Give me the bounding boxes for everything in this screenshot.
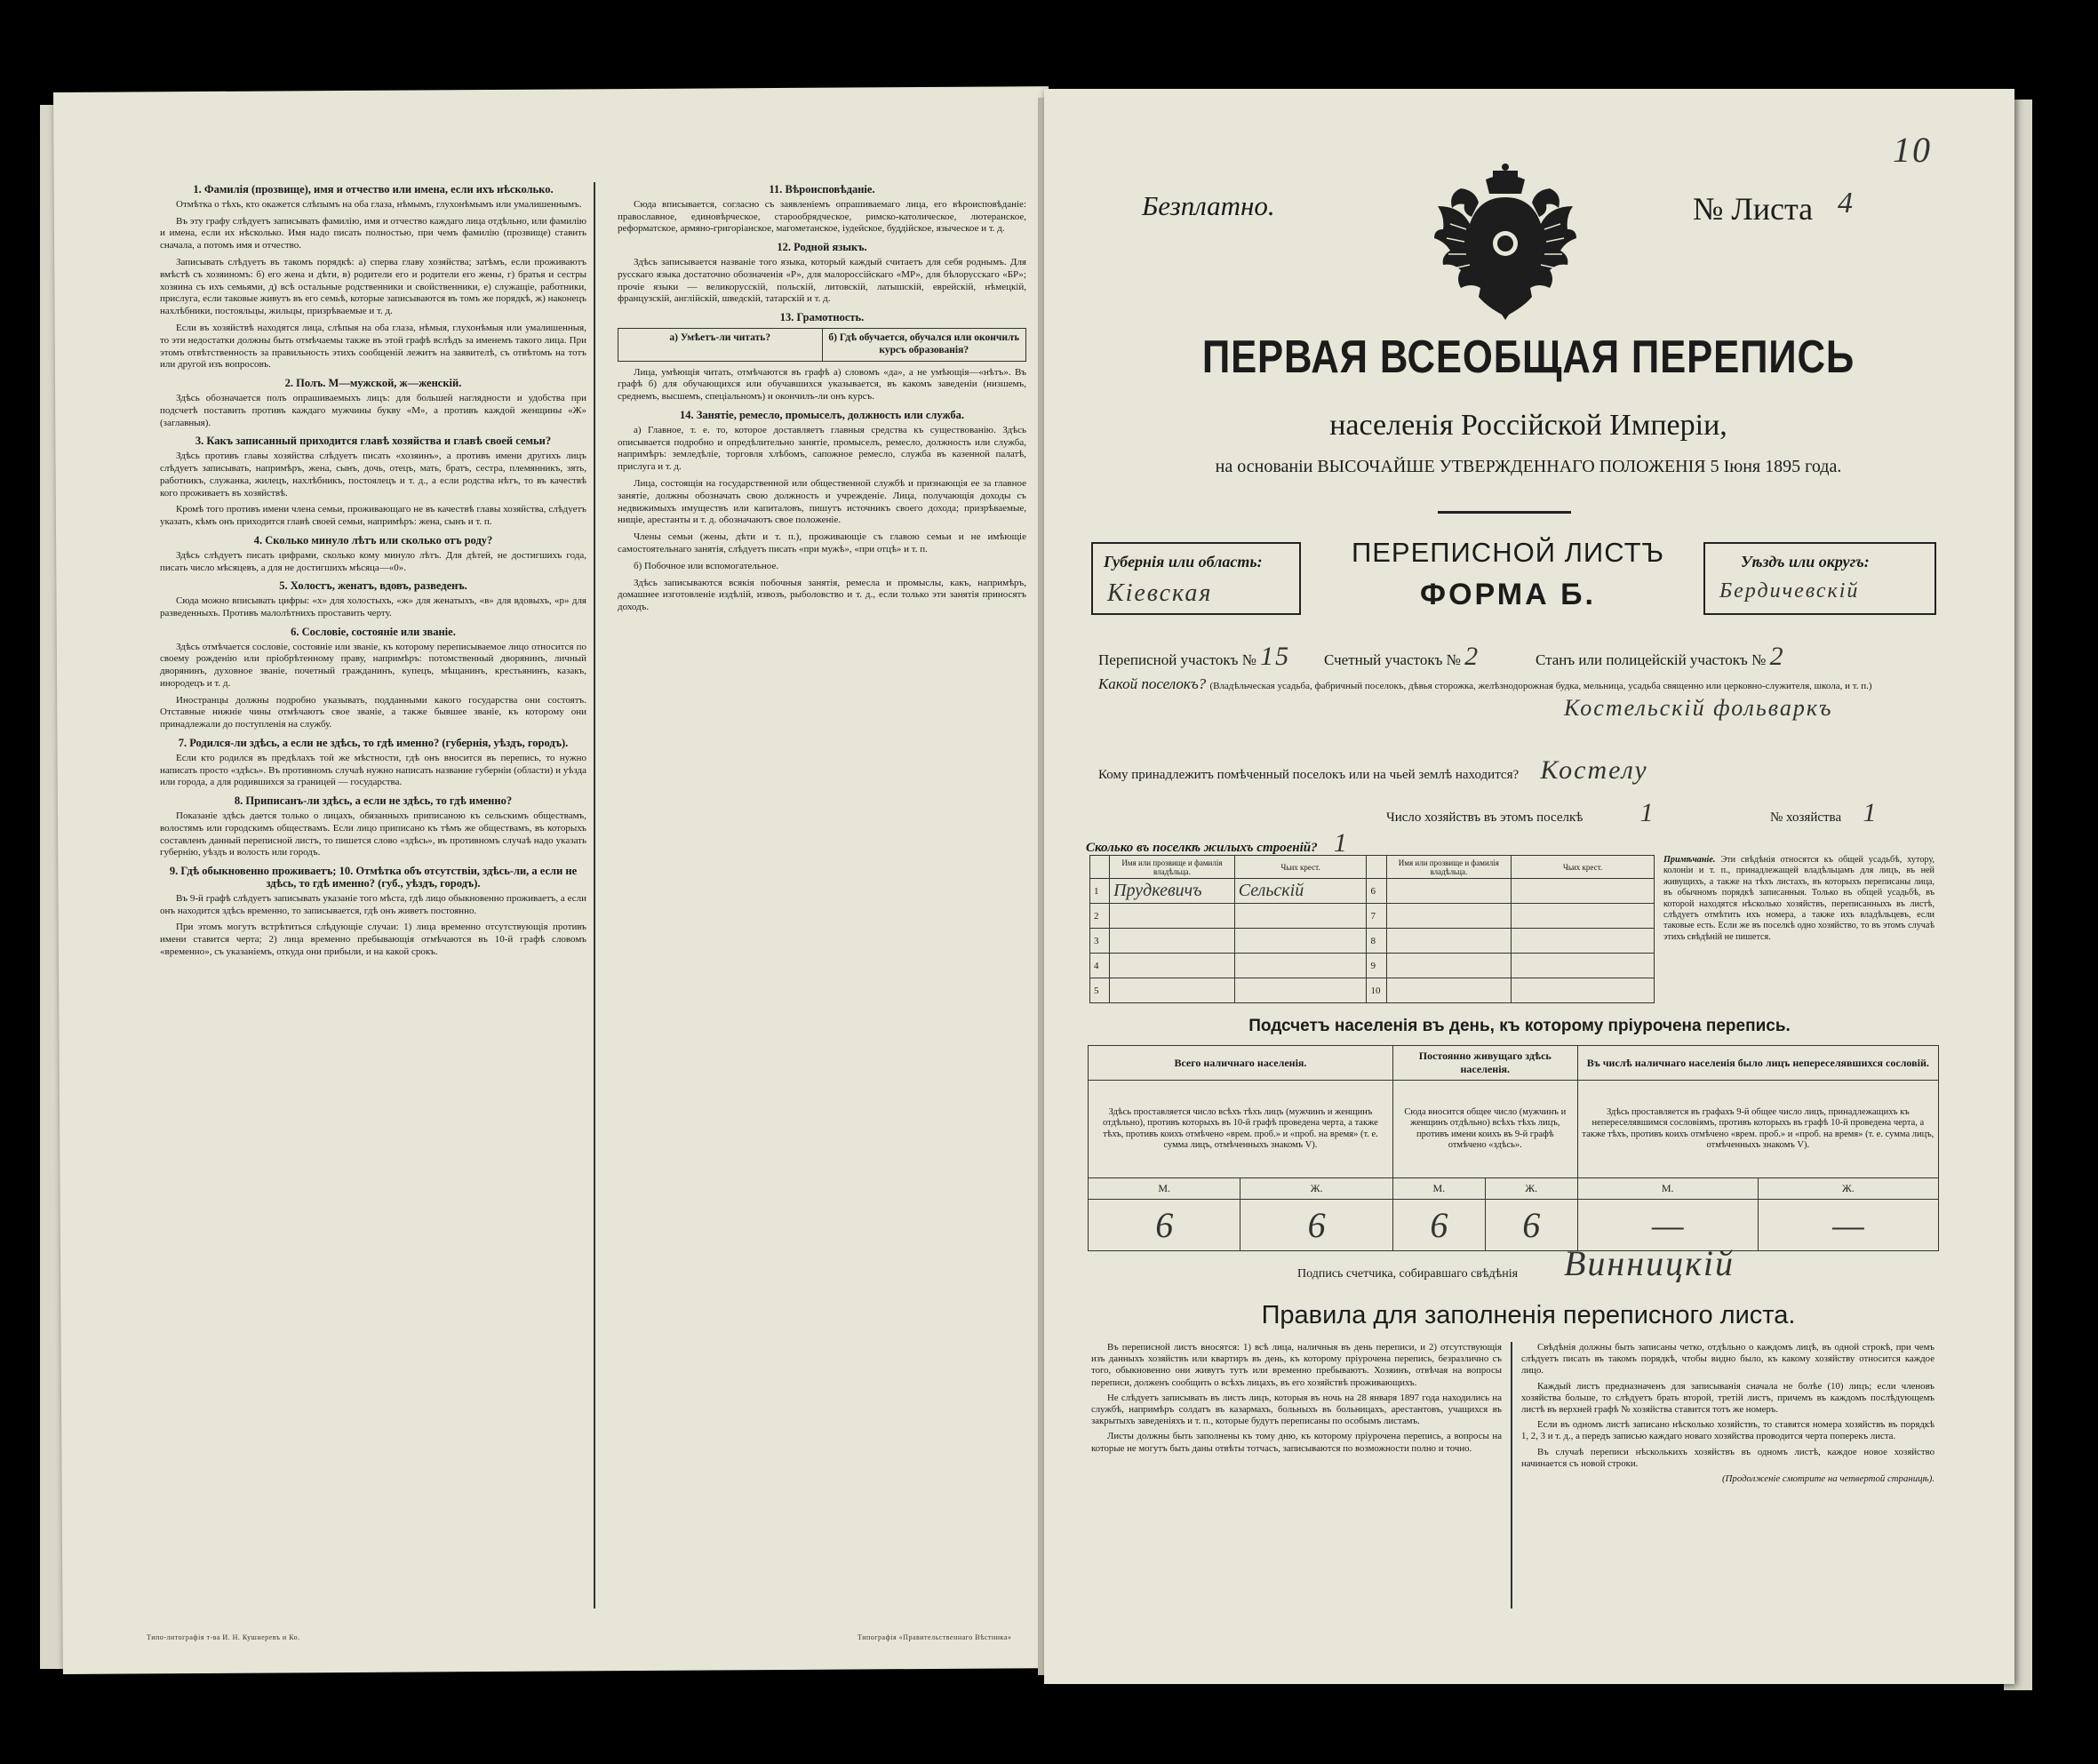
col1-heading-4: 4. Сколько минуло лѣтъ или сколько отъ роду? — [253, 533, 493, 547]
col1-heading-5: 5. Холостъ, женатъ, вдовъ, разведенъ. — [279, 579, 467, 593]
residents-header-cell — [1367, 856, 1386, 879]
notice-title: Примѣчаніе. — [1663, 855, 1716, 865]
col1-paragraph: Здѣсь слѣдуетъ писать цифрами, сколько кому минуло лѣтъ. Для дѣтей, не достигшихъ года, писать число мѣсяцевъ, а для не достигшихъ мѣсяца—«0». — [160, 549, 586, 573]
double-headed-eagle-icon — [1434, 162, 1576, 327]
residents-cell: 5 — [1090, 978, 1110, 1003]
residents-cell: Сельскій — [1234, 879, 1367, 904]
rules-right-column — [1521, 1342, 1934, 1485]
residents-cell — [1234, 978, 1367, 1003]
settlement-label: Какой поселокъ? — [1098, 675, 1207, 692]
residents-cell — [1110, 978, 1235, 1003]
col1-paragraph: Въ эту графу слѣдуетъ записывать фамилію, имя и отчество каждаго лица отдѣльно, или фамилію и имена, если их нѣсколько. Имя надо писать полностью, при чемъ фамилію (прозвище) ставить сначала, а потомъ имя и отчество. — [160, 215, 586, 251]
residents-cell — [1110, 904, 1235, 929]
col2-paragraph: б) Побочное или вспомогательное. — [634, 560, 779, 571]
rules-paragraph: Свѣдѣнія должны быть записаны четко, отдѣльно о каждомъ лицѣ, въ одной строкѣ, при чемъ слѣдуетъ писать въ такомъ порядкѣ, чтобы видно было, къ какому хозяйству относится каждое лицо. — [1521, 1342, 1934, 1377]
col2-heading-2: 12. Родной языкъ. — [777, 241, 867, 254]
col1-paragraph: Записывать слѣдуетъ въ такомъ порядкѣ: а) сперва главу хозяйства; затѣмъ, если проживаютъ вмѣстѣ съ хозяиномъ: б) его жена и дѣти, в) родители его и родители его жены, г) братья и сестры хозяина съ ихъ семьями, д) всѣ остальные родственники и свойственники, е) служащіе, работники, прислуга, если таковые живутъ въ его семьѣ, которые записываются въ томъ же порядкѣ, ж) наконецъ нахлѣбники, постояльцы, жильцы, призрѣваемые и т. д. — [160, 256, 586, 317]
col2-paragraph: Лица, состоящія на государственной или общественной службѣ и признающія ее за главное занятіе, должны обозначать свою должность и учрежденіе. Лица, получающія доходы съ недвижимыхъ имуществъ или капиталовъ, пишутъ источникъ своего дохода; призрѣваемые, нищіе, арестанты и т. д. обозначаютъ свое положеніе. — [618, 477, 1026, 526]
notice-text: Эти свѣдѣнія относятся къ общей усадьбѣ, хутору, колоніи и т. п., принадлежащей владѣльцамъ для лицъ, въ ней живущихъ, а также на тѣхъ листахъ, въ которыхъ переписаны лица, въ обычномъ порядкѣ записанныя. Только въ общей усадьбѣ, въ которой находятся нѣсколько хозяйствъ, переписанныхъ въ листѣ, слѣдуетъ отмѣтить ихъ номера, а также ихъ владѣльцевъ, если таковые есть. Если же въ поселкѣ одно хозяйство, то въ этомъ случаѣ этихъ свѣдѣній не пишется. — [1663, 855, 1935, 942]
police-section-label: Станъ или полицейскій участокъ № — [1536, 651, 1767, 668]
count-sex-label: Ж. — [1240, 1178, 1392, 1200]
col1-paragraph: Если кто родился въ предѣлахъ той же мѣстности, гдѣ онъ вносится въ перепись, то нужно написать просто «здѣсь». Въ противномъ случаѣ нужно написать название губерніи (области) и уѣзда или города, а для родившихся за границей — государства. — [160, 752, 586, 788]
settlement-hint: (Владѣльческая усадьба, фабричный поселокъ, дѣвья сторожка, желѣзнодорожная будка, мельница, усадьба священно или церковно-служителя, школа, и т. п.) — [1209, 681, 1872, 691]
col2-heading-3: 13. Грамотность. — [779, 311, 865, 324]
province-value: Кіевская — [1107, 579, 1213, 607]
col1-paragraph: Показаніе здѣсь дается только о лицахъ, обязанныхъ приписаною къ сельскимъ обществамъ, волостямъ или городскимъ обществамъ. Если лицо приписано къ тѣмъ же обществамъ, въ которыхъ составленъ данный переписной листъ, то пишется слово «здѣсь», въ противномъ случаѣ надо указать губернію, уѣздъ и волость или городъ. — [160, 810, 586, 858]
left-column-2 — [618, 178, 1026, 619]
residents-cell: Прудкевичъ — [1110, 879, 1235, 904]
population-count-table — [1088, 1045, 1939, 1251]
count-title: Подсчетъ населенія въ день, къ которому пріурочена перепись. — [1248, 1017, 1791, 1035]
count-group-row — [1089, 1046, 1939, 1081]
buildings-value: 1 — [1333, 828, 1349, 858]
census-subtitle: населенія Россійской Имперіи, — [1329, 409, 1727, 442]
households-field — [1386, 798, 1655, 828]
residents-cell — [1234, 904, 1367, 929]
residents-header-cell: Имя или прозвище и фамилія владѣльца. — [1110, 856, 1235, 879]
settlement-value-field — [1564, 695, 1832, 722]
census-legal-basis: на основаніи ВЫСОЧАЙШЕ УТВЕРЖДЕННАГО ПОЛОЖЕНІЯ 5 Іюня 1895 года. — [1215, 457, 1842, 476]
count-value: 6 — [1240, 1200, 1392, 1251]
province-label: Губернія или область: — [1104, 553, 1263, 571]
rules-left-column — [1091, 1342, 1502, 1458]
residents-cell: 7 — [1367, 904, 1386, 929]
notice-block — [1663, 855, 1934, 943]
residents-cell — [1386, 954, 1512, 978]
sheet-number-label: № Листа — [1693, 191, 1814, 227]
residents-cell — [1386, 904, 1512, 929]
col1-heading-3: 3. Какъ записанный приходится главѣ хозяйства и главѣ своей семьи? — [195, 435, 552, 448]
rules-divider — [1511, 1342, 1512, 1608]
residents-row — [1090, 978, 1655, 1003]
police-section-value: 2 — [1769, 642, 1785, 671]
buildings-label: Сколько въ поселкѣ жилыхъ строеній? — [1086, 841, 1318, 855]
count-description: Сюда вносится общее число (мужчинъ и женщинъ отдѣльно) всѣхъ тѣхъ лицъ, противъ имени коихъ въ 9-й графѣ отмѣчено «здѣсь». — [1392, 1081, 1577, 1178]
district-value: Бердичевскій — [1719, 579, 1860, 603]
col1-heading-8: 8. Приписанъ-ли здѣсь, а если не здѣсь, то гдѣ именно? — [234, 794, 513, 808]
count-sex-label: М. — [1392, 1178, 1485, 1200]
district-box — [1703, 542, 1936, 615]
col2-paragraph: Лица, умѣющія читать, отмѣчаются въ графѣ а) словомъ «да», а не умѣющія—«нѣтъ». Въ графѣ б) для обучающихся или обучавшихся указывается, въ какомъ заведеніи (низшемъ, среднемъ, высшемъ, спеціальномъ) и окончилъ-ли онъ курсъ. — [618, 366, 1026, 403]
col2-paragraph: Сюда вписывается, согласно съ заявленіемъ опрашиваемаго лица, его вѣроисповѣданіе: православное, единовѣрческое, старообрядческое, римско-католическое, лютеранское, реформатское, армяно-григоріанское, магометанское, іудейское, буддійское, языческое и т. д. — [618, 198, 1026, 235]
households-label: Число хозяйствъ въ этомъ поселкѣ — [1386, 810, 1583, 825]
rules-paragraph: Не слѣдуетъ записывать въ листъ лицъ, которыя въ ночь на 28 января 1897 года находились на службѣ, напримѣръ солдатъ въ казармахъ, больныхъ въ больницахъ, арестантовъ, учащихся въ закрытыхъ заведеніяхъ и т. п., которые будутъ переписаны по особымъ листамъ. — [1091, 1392, 1502, 1427]
residents-cell: 4 — [1090, 954, 1110, 978]
province-box — [1091, 542, 1301, 615]
col2-heading-4: 14. Занятіе, ремесло, промыселъ, должность или служба. — [679, 408, 965, 421]
imprint-right: Типографія «Правительственнаго Вѣстника» — [858, 1633, 1012, 1641]
free-label: Безплатно. — [1142, 190, 1275, 221]
col1-paragraph: Здѣсь обозначается полъ опрашиваемыхъ лицъ: для большей наглядности и удобства при подсчетѣ поставить противъ каждаго мужчины букву «М», а противъ каждой женщины «Ж» (заглавныя). — [160, 392, 586, 428]
residents-cell — [1234, 929, 1367, 954]
form-title: ФОРМА Б. — [1420, 578, 1596, 611]
count-group-header: Постоянно живущаго здѣсь населенія. — [1392, 1046, 1577, 1081]
col1-heading-2: 2. Полъ. М—мужской, ж—женскій. — [284, 377, 462, 390]
col1-paragraph: Въ 9-й графѣ слѣдуетъ записывать указаніе того мѣста, гдѣ лицо обыкновенно проживаетъ, а если онъ находится здѣсь временно, то записывается, гдѣ онъ живетъ постоянно. — [160, 892, 586, 916]
rules-continued-note: (Продолженіе смотрите на четвертой страницѣ). — [1722, 1473, 1934, 1485]
residents-cell: 6 — [1367, 879, 1386, 904]
residents-header-row — [1090, 856, 1655, 879]
count-value: — — [1758, 1200, 1938, 1251]
residents-cell: 2 — [1090, 904, 1110, 929]
census-section-label: Переписной участокъ № — [1098, 651, 1256, 668]
settlement-value: Костельскій фольваркъ — [1564, 695, 1833, 721]
buildings-field — [1086, 828, 1349, 858]
signature-value: Винницкій — [1564, 1243, 1735, 1283]
counting-section-label: Счетный участокъ № — [1324, 651, 1461, 668]
col1-paragraph: Кромѣ того противъ имени члена семьи, проживающаго не въ качествѣ главы хозяйства, слѣдуетъ указать, кѣмъ онъ приходится главѣ своей семьи, напримѣръ: жена, сынъ и т. п. — [160, 504, 586, 528]
census-main-title: ПЕРВАЯ ВСЕОБЩАЯ ПЕРЕПИСЬ — [1201, 331, 1855, 383]
count-sex-row — [1089, 1178, 1939, 1200]
count-description: Здѣсь проставляется число всѣхъ тѣхъ лицъ (мужчинъ и женщинъ отдѣльно), противъ которыхъ въ 10-й графѣ проведена черта, а также тѣхъ, противъ коихъ отмѣчено «врем. проб.» и «проб. на время» (т. е. сумма лицъ, отмѣченныхъ знакомъ V). — [1089, 1081, 1393, 1178]
owner-field — [1098, 755, 1648, 786]
col2-paragraph: а) Главное, т. е. то, которое доставляетъ главныя средства къ существованію. Здѣсь описывается подробно и опредѣлительно занятіе, промыселъ, ремесло, должность или служба, напримѣръ: земледѣліе, торговля хлѣбомъ, сапожное ремесло, служба въ казенной палатѣ, прислуга и т. д. — [618, 424, 1026, 473]
census-section-value: 15 — [1260, 642, 1291, 671]
col1-paragraph: При этомъ могутъ встрѣтиться слѣдующіе случаи: 1) лица временно отсутствующія противъ имени ставится черта; 2) лица временно пребывающія отмѣчаются въ 10-й графѣ словомъ «временно», съ указаніемъ, откуда они прибыли, и на какой срокъ. — [160, 922, 586, 958]
residents-header-cell: Чьих крест. — [1512, 856, 1655, 879]
residents-cell: 10 — [1367, 978, 1386, 1003]
census-section-field — [1098, 642, 1290, 672]
counting-section-field — [1324, 642, 1480, 672]
residents-row — [1090, 904, 1655, 929]
residents-cell — [1386, 929, 1512, 954]
rules-paragraph: Листы должны быть заполнены къ тому дню, къ которому пріурочена перепись, а вопросы на которые не могутъ быть даны отвѣты тотчасъ, записываются по возможности полно и точно. — [1091, 1431, 1502, 1454]
col1-paragraph: Если въ хозяйствѣ находятся лица, слѣпыя на оба глаза, нѣмыя, глухонѣмыя или умалишенныя, то эти недостатки должны быть отмѣчаемы также въ этой графѣ вслѣдъ за именемъ такого лица. При этомъ отвѣтственность за правильность этихъ сообщеній лежитъ на заявителѣ, съ отвѣтомъ на тотъ или другой изъ вопросовъ. — [160, 322, 586, 371]
title-divider — [1438, 511, 1571, 514]
col1-heading-7: 7. Родился-ли здѣсь, а если не здѣсь, то гдѣ именно? (губернія, уѣздъ, городъ). — [178, 737, 569, 750]
count-sex-label: М. — [1577, 1178, 1758, 1200]
police-section-field — [1536, 642, 1785, 672]
col1-heading-6: 6. Сословіе, состояніе или званіе. — [291, 625, 456, 638]
count-group-header: Всего наличнаго населенія. — [1089, 1046, 1393, 1081]
count-value: 6 — [1392, 1200, 1485, 1251]
count-group-header: Въ числѣ наличнаго населенія было лицъ непереселявшихся сословій. — [1577, 1046, 1938, 1081]
count-description-row — [1089, 1081, 1939, 1178]
imprint-left: Типо-литографія т-ва И. Н. Кушнеревъ и Ко. — [147, 1633, 300, 1641]
col1-paragraph: Здѣсь противъ главы хозяйства слѣдуетъ писать «хозяинъ», а противъ имени другихъ лицъ слѣдуетъ записывать, напримѣръ, жена, сынъ, дочь, отецъ, мать, братъ, сестра, племянникъ, зять, работникъ, служанка, жилецъ, нахлѣбникъ, постоялецъ и т. д., а если родства нѣтъ, то въ качествѣ кого проживаетъ въ хозяйствѣ. — [160, 451, 586, 499]
residents-cell — [1110, 954, 1235, 978]
residents-row — [1090, 879, 1655, 904]
col1-paragraph: Иностранцы должны подробно указывать, подданными какого государства они состоятъ. Отставные нижніе чины отмѣчаютъ свое званіе, а также бывшее званіе, къ которому они принадлежали до поступленія на службу. — [160, 694, 586, 730]
residents-cell: 9 — [1367, 954, 1386, 978]
residents-cell — [1234, 954, 1367, 978]
rules-paragraph: Если въ одномъ листѣ записано нѣсколько хозяйствъ, то ставятся номера хозяйствъ въ порядкѣ 1, 2, 3 и т. д., а передъ записью каждаго новаго хозяйства проводится черта поперекъ листа. — [1521, 1419, 1934, 1442]
residents-cell — [1386, 978, 1512, 1003]
count-sex-label: Ж. — [1758, 1178, 1938, 1200]
residents-header-cell: Имя или прозвище и фамилія владѣльца. — [1386, 856, 1512, 879]
residents-cell: 1 — [1090, 879, 1110, 904]
counting-section-value: 2 — [1464, 642, 1480, 671]
households-value: 1 — [1639, 798, 1655, 827]
col2-paragraph: Здѣсь записывается названіе того языка, который каждый считаетъ для себя роднымъ. Для русскаго языка достаточно обозначенія «Р», для малороссійскаго «МР», для бѣлорусскаго «БР»; прочіе языки — великорусскій, польскій, литовскій, латышскій, еврейскій, нѣмецкій, французскій, англійскій, шведскій, татарскій и т. д. — [618, 256, 1026, 305]
residents-cell — [1512, 978, 1655, 1003]
count-value: 6 — [1485, 1200, 1577, 1251]
residents-row — [1090, 954, 1655, 978]
subquestion-2: б) Гдѣ обучается, обучался или окончилъ курсъ образованія? — [822, 329, 1026, 361]
residents-table — [1089, 855, 1655, 1003]
household-no-label: № хозяйства — [1770, 810, 1842, 825]
rules-paragraph: Каждый листъ предназначенъ для записыванія сначала не болѣе (10) лицъ; если членовъ хозяйства больше, то слѣдуетъ брать второй, третій листъ, причемъ въ каждомъ послѣдующемъ листѣ въ верхней графѣ № хозяйства ставится тотъ же номеръ. — [1521, 1380, 1934, 1416]
count-sex-label: М. — [1089, 1178, 1240, 1200]
residents-header-cell — [1090, 856, 1110, 879]
residents-cell — [1386, 879, 1512, 904]
residents-cell — [1110, 929, 1235, 954]
col1-paragraph: Отмѣтка о тѣхъ, кто окажется слѣпымъ на оба глаза, нѣмымъ, глухонѣмымъ или умалишеннымъ. — [176, 198, 582, 210]
residents-cell — [1512, 879, 1655, 904]
sheet-title: ПЕРЕПИСНОЙ ЛИСТЪ — [1351, 537, 1665, 568]
count-description: Здѣсь проставляется въ графахъ 9-й общее число лицъ, принадлежащихъ къ непереселявшимся сословіямъ, противъ которыхъ въ графѣ 10-й проведена черта, а также тѣхъ, противъ коихъ отмѣчено «врем. проб.» и «проб. на время» (т. е. сумма лицъ, отмѣченныхъ знакомъ V). — [1577, 1081, 1938, 1178]
owner-value: Костелу — [1540, 755, 1648, 785]
col1-paragraph: Сюда можно вписывать цифры: «х» для холостыхъ, «ж» для женатыхъ, «в» для вдовыхъ, «р» для разведенныхъ. Противъ малолѣтнихъ проставить черту. — [160, 595, 586, 619]
col1-paragraph: Здѣсь отмѣчается сословіе, состояніе или званіе, къ которому переписываемое лицо относится по своему рожденію или пріобрѣтенному праву, напримѣръ: потомственный дворянинъ, личный дворянинъ, духовное званіе, почетный гражданинъ, купецъ, мѣщанинъ, крестьянинъ, казакъ, инородецъ и т. д. — [160, 641, 586, 689]
household-no-field — [1770, 798, 1878, 828]
count-value-row — [1089, 1200, 1939, 1251]
residents-cell — [1512, 929, 1655, 954]
signature-label: Подпись счетчика, собиравшаго свѣдѣнія — [1297, 1267, 1519, 1281]
residents-cell — [1512, 904, 1655, 929]
rules-paragraph: Въ переписной листъ вносятся: 1) всѣ лица, наличныя въ день переписи, и 2) отсутствующія изъ данныхъ хозяйствъ или квартиръ въ день, къ которому пріурочена перепись, безразлично съ того, обыкновенно они живутъ тутъ или временно пребываютъ. Хозяинъ, отвѣчая на вопросы переписи, долженъ сообщить о всѣхъ лицахъ, въ его хозяйствѣ проживающихъ. — [1091, 1342, 1502, 1388]
rules-paragraph: Въ случаѣ переписи нѣсколькихъ хозяйствъ въ одномъ листѣ, каждое новое хозяйство начинается съ новой строки. — [1521, 1446, 1934, 1469]
corner-page-number: 10 — [1893, 130, 1932, 170]
residents-header-cell: Чьих крест. — [1234, 856, 1367, 879]
residents-cell: 8 — [1367, 929, 1386, 954]
subquestion-1: а) Умѣетъ-ли читать? — [669, 331, 771, 343]
col2-subquestions-3 — [618, 328, 1026, 362]
col2-heading-1: 11. Вѣроисповѣданіе. — [769, 183, 875, 196]
household-no-value: 1 — [1863, 798, 1879, 827]
col1-heading-1: 1. Фамилія (прозвище), имя и отчество или имена, если ихъ нѣсколько. — [193, 183, 554, 196]
owner-label: Кому принадлежитъ помѣченный поселокъ или на чьей землѣ находится? — [1098, 768, 1520, 782]
col1-heading-9: 9. Гдѣ обыкновенно проживаетъ; 10. Отмѣтка объ отсутствіи, здѣсь-ли, а если не здѣсь, то гдѣ именно? (губ., уѣздъ, городъ). — [169, 865, 578, 890]
col2-paragraph: Члены семьи (жены, дѣти и т. п.), проживающіе съ главою семьи и не имѣющіе самостоятельнаго занятія, слѣдуетъ писать «при мужѣ», «при отцѣ» и т. п. — [618, 531, 1026, 555]
count-value: 6 — [1089, 1200, 1240, 1251]
rules-title: Правила для заполненія переписного листа. — [1261, 1301, 1796, 1329]
residents-cell: 3 — [1090, 929, 1110, 954]
sheet-number-value: 4 — [1838, 187, 1855, 220]
residents-row — [1090, 929, 1655, 954]
column-divider — [594, 182, 595, 1608]
col2-paragraph: Здѣсь записываются всякія побочныя занятія, ремесла и промыслы, какъ, напримѣръ, домашнее изготовленіе издѣлій, извозъ, рыболовство и т. д., если только эти занятія приносятъ доходъ. — [618, 577, 1026, 613]
count-value: — — [1577, 1200, 1758, 1251]
count-sex-label: Ж. — [1485, 1178, 1577, 1200]
district-label: Уѣздъ или округъ: — [1741, 553, 1870, 571]
settlement-field — [1098, 675, 1934, 693]
left-column-1 — [160, 178, 586, 963]
residents-cell — [1512, 954, 1655, 978]
